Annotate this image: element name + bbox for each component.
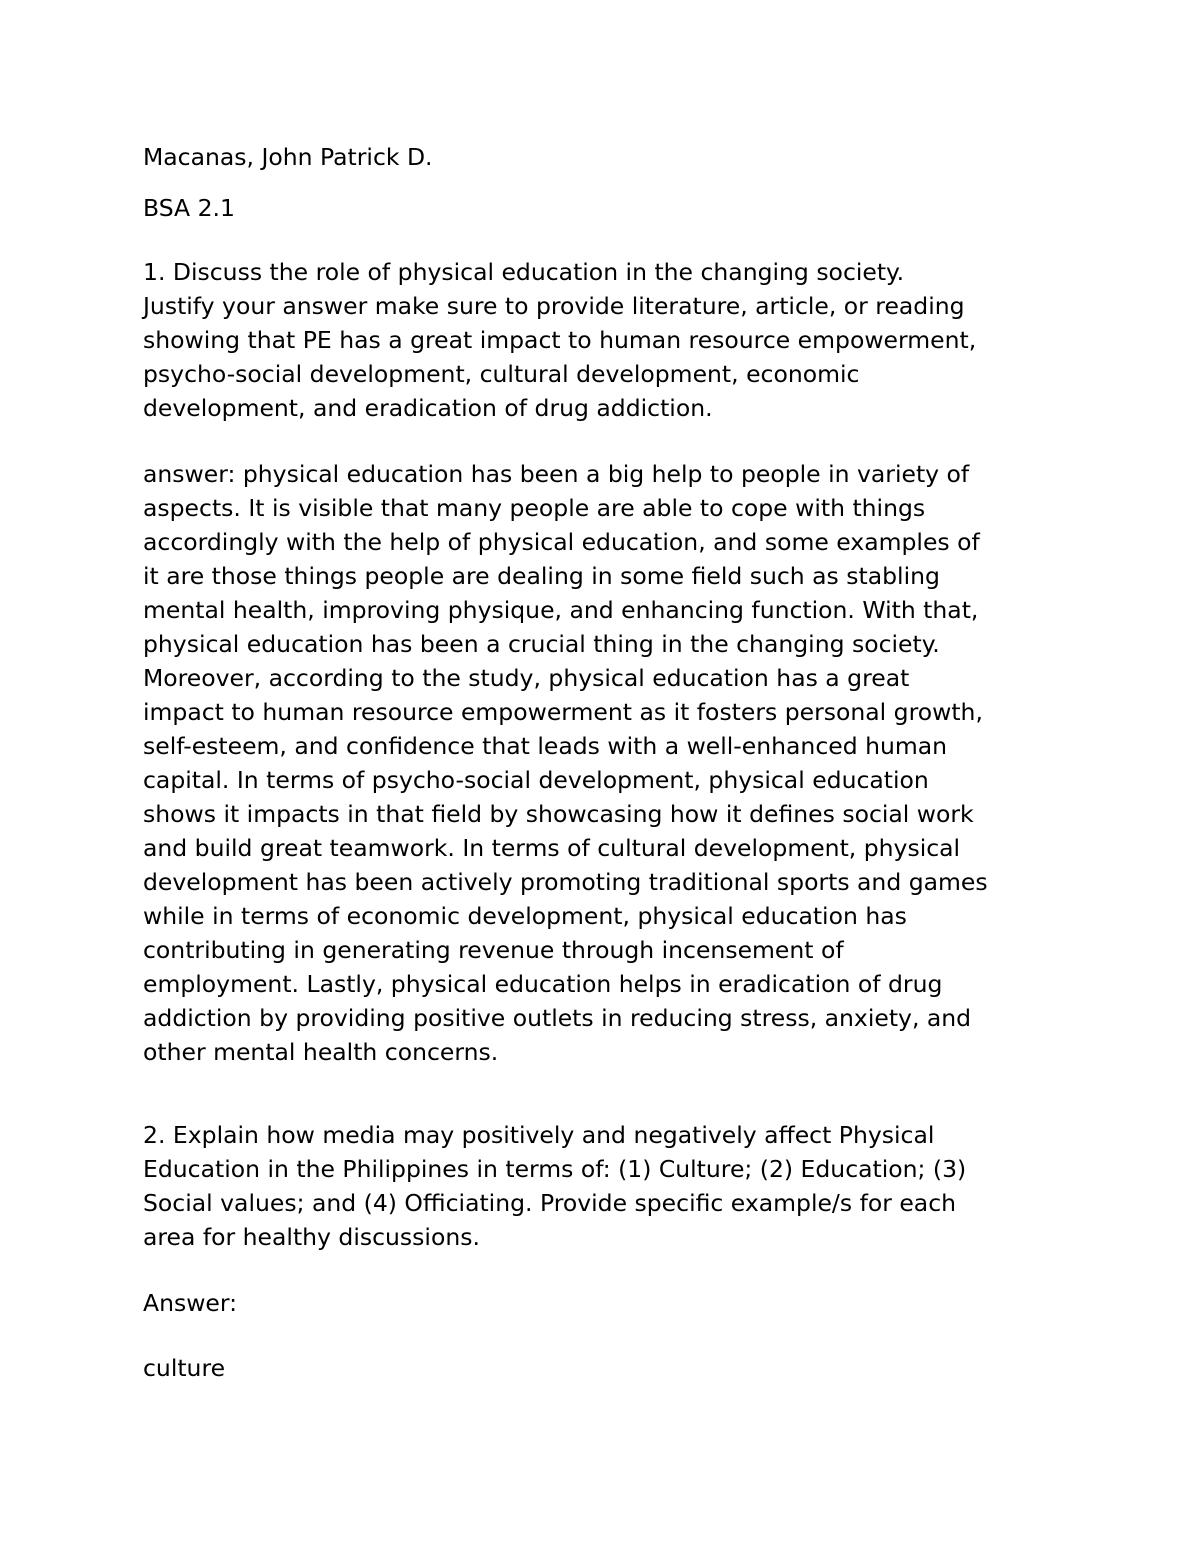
student-section: BSA 2.1	[143, 194, 235, 222]
answer-2-label: Answer:	[143, 1289, 238, 1317]
answer-1-line: self-esteem, and confidence that leads with a well-enhanced human	[143, 732, 948, 760]
question-1	[143, 255, 1103, 425]
answer-2-subheading: culture	[143, 1354, 226, 1382]
answer-1-line: Moreover, according to the study, physical education has a great	[143, 664, 910, 692]
question-2-line: Social values; and (4) Officiating. Provide specific example/s for each	[143, 1189, 957, 1217]
answer-1-line: addiction by providing positive outlets in reducing stress, anxiety, and	[143, 1004, 972, 1032]
answer-1-line: aspects. It is visible that many people are able to cope with things	[143, 494, 926, 522]
question-1-line: development, and eradication of drug addiction.	[143, 394, 713, 422]
question-2	[143, 1118, 1103, 1254]
answer-1-line: employment. Lastly, physical education helps in eradication of drug	[143, 970, 943, 998]
answer-1-line: capital. In terms of psycho-social development, physical education	[143, 766, 929, 794]
question-1-line: Justify your answer make sure to provide literature, article, or reading	[143, 292, 965, 320]
student-name: Macanas, John Patrick D.	[143, 143, 433, 171]
question-1-line: showing that PE has a great impact to human resource empowerment,	[143, 326, 977, 354]
answer-1-line: impact to human resource empowerment as it fosters personal growth,	[143, 698, 983, 726]
question-2-line: area for healthy discussions.	[143, 1223, 480, 1251]
question-1-line: 1. Discuss the role of physical education in the changing society.	[143, 258, 905, 286]
answer-1-line: answer: physical education has been a big help to people in variety of	[143, 460, 970, 488]
answer-1-line: it are those things people are dealing in some field such as stabling	[143, 562, 940, 590]
answer-1-line: while in terms of economic development, physical education has	[143, 902, 907, 930]
answer-1-line: and build great teamwork. In terms of cultural development, physical	[143, 834, 961, 862]
answer-1	[143, 457, 1103, 1069]
answer-1-line: development has been actively promoting traditional sports and games	[143, 868, 988, 896]
question-2-line: Education in the Philippines in terms of: (1) Culture; (2) Education; (3)	[143, 1155, 967, 1183]
answer-1-line: accordingly with the help of physical education, and some examples of	[143, 528, 980, 556]
question-2-line: 2. Explain how media may positively and negatively affect Physical	[143, 1121, 935, 1149]
answer-1-line: other mental health concerns.	[143, 1038, 499, 1066]
answer-1-line: mental health, improving physique, and enhancing function. With that,	[143, 596, 979, 624]
answer-1-line: shows it impacts in that field by showcasing how it defines social work	[143, 800, 974, 828]
answer-1-line: contributing in generating revenue through incensement of	[143, 936, 844, 964]
answer-1-line: physical education has been a crucial thing in the changing society.	[143, 630, 940, 658]
question-1-line: psycho-social development, cultural development, economic	[143, 360, 860, 388]
